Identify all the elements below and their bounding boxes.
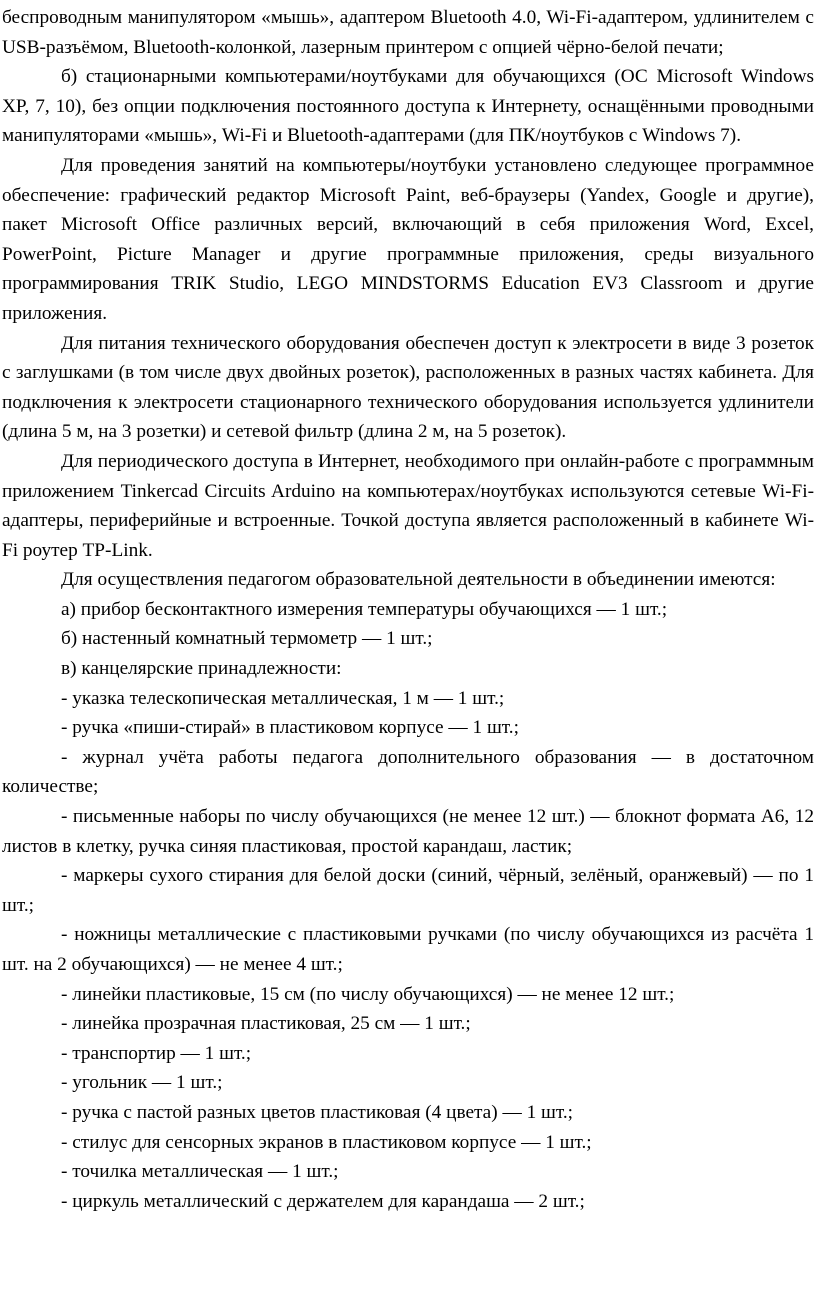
paragraph-internet: Для периодического доступа в Интернет, необходимого при онлайн-работе с программным приложением Tinkercad Circuits Arduino на компьютерах/ноутбуках используются сетевые Wi-Fi-адаптеры, периферийные и встроенные. Точкой доступа является расположенный в кабинете Wi-Fi роутер TP-Link.	[2, 450, 814, 561]
list-item: - линейки пластиковые, 15 см (по числу обучающихся) — не менее 12 шт.;	[61, 983, 675, 1005]
paragraph-software: Для проведения занятий на компьютеры/ноутбуки установлено следующее программное обеспечение: графический редактор Microsoft Paint, веб-браузеры (Yandex, Google и другие), пакет Microsoft Office различных версий, включающий в себя приложения Word, Excel, PowerPoint, Picture Manager и другие программные приложения, среды визуального программирования TRIK Studio, LEGO MINDSTORMS Education EV3 Classroom и другие приложения.	[2, 154, 814, 324]
list-item: б) настенный комнатный термометр — 1 шт.;	[61, 628, 433, 650]
list-item: - ручка «пиши-стирай» в пластиковом корпусе — 1 шт.;	[61, 717, 519, 739]
list-item: в) канцелярские принадлежности:	[61, 658, 342, 680]
list-item: - ножницы металлические с пластиковыми ручками (по числу обучающихся из расчёта 1 шт. на 2 обучающихся) — не менее 4 шт.;	[2, 924, 814, 975]
list-item: - журнал учёта работы педагога дополнительного образования — в достаточном количестве;	[2, 746, 814, 798]
list-item: - указка телескопическая металлическая, 1 м — 1 шт.;	[61, 687, 505, 709]
list-item: - точилка металлическая — 1 шт.;	[61, 1161, 339, 1183]
list-item: - маркеры сухого стирания для белой доски (синий, чёрный, зелёный, оранжевый) — по 1 шт.;	[2, 865, 814, 916]
list-item: - циркуль металлический с держателем для карандаша — 2 шт.;	[61, 1190, 585, 1212]
list-item: - угольник — 1 шт.;	[61, 1072, 223, 1094]
list-item: - линейка прозрачная пластиковая, 25 см — 1 шт.;	[61, 1013, 471, 1035]
list-item: - ручка с пастой разных цветов пластиковая (4 цвета) — 1 шт.;	[61, 1101, 574, 1123]
list-item: - транспортир — 1 шт.;	[61, 1042, 252, 1064]
list-item: - стилус для сенсорных экранов в пластиковом корпусе — 1 шт.;	[61, 1131, 592, 1153]
list-item: а) прибор бесконтактного измерения температуры обучающихся — 1 шт.;	[61, 598, 668, 620]
paragraph-equipment-intro: Для осуществления педагогом образовательной деятельности в объединении имеются:	[61, 569, 776, 591]
paragraph-computers: б) стационарными компьютерами/ноутбуками для обучающихся (ОС Microsoft Windows XP, 7, 10), без опции подключения постоянного доступа к Интернету, оснащёнными проводными манипуляторами «мышь», Wi-Fi и Bluetooth-адаптерами (для ПК/ноутбуков с Windows 7).	[2, 66, 814, 147]
paragraph-continuation: беспроводным манипулятором «мышь», адаптером Bluetooth 4.0, Wi-Fi-адаптером, удлинителем с USB-разъёмом, Bluetooth-колонкой, лазерным принтером с опцией чёрно-белой печати;	[2, 7, 814, 58]
list-item: - письменные наборы по числу обучающихся (не менее 12 шт.) — блокнот формата А6, 12 листов в клетку, ручка синяя пластиковая, простой карандаш, ластик;	[2, 806, 814, 857]
paragraph-power: Для питания технического оборудования обеспечен доступ к электросети в виде 3 розеток с заглушками (в том числе двух двойных розеток), расположенных в разных частях кабинета. Для подключения к электросети стационарного технического оборудования используется удлинители (длина 5 м, на 3 розетки) и сетевой фильтр (длина 2 м, на 5 розеток).	[2, 332, 814, 443]
